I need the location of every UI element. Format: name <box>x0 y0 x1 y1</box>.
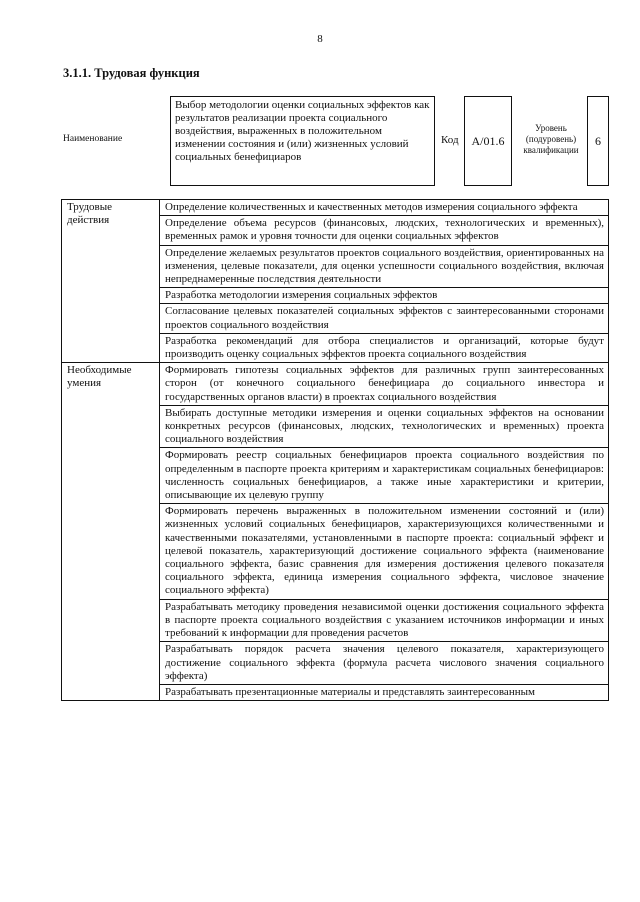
labor-action-item: Определение желаемых результатов проектов социального воздействия, ориентированных на изменения, целевые показатели, для оценки успешности социального воздействия, включая непреднамеренные последствия деятельности <box>160 245 609 288</box>
code-label: Код <box>441 134 459 146</box>
page-number: 8 <box>317 33 323 45</box>
section-title: 3.1.1. Трудовая функция <box>63 66 200 80</box>
function-code: A/01.6 <box>464 96 512 186</box>
labor-action-item: Разработка методологии измерения социальных эффектов <box>160 288 609 304</box>
table-row <box>62 200 609 216</box>
function-table <box>61 199 609 701</box>
labor-action-item: Определение количественных и качественных методов измерения социального эффекта <box>160 200 609 216</box>
table-row <box>62 363 609 406</box>
skill-item: Формировать гипотезы социальных эффектов для различных групп заинтересованных сторон (от конечного социального бенефициара до социального инвестора и государственных органов власти) в проектах социального воздействия <box>160 363 609 406</box>
skill-item: Формировать перечень выраженных в положительном изменении состояний и (или) жизненных условий социальных бенефициаров, характеризующихся количественными и качественными показателями, установленными в паспорте проекта: социальный эффект и целевой показатель, характеризующий достижение социального эффекта (наименование социального эффекта, базис сравнения для измерения достижения целевого показателя социального эффекта, единица измерения социального эффекта, числовое значение социального эффекта) <box>160 504 609 599</box>
qualification-level-label: Уровень (подуровень) квалификации <box>523 123 579 155</box>
skill-item: Разрабатывать методику проведения независимой оценки достижения социального эффекта в паспорте проекта социального воздействия с указанием источников информации и иных требований к информации для проведения расчетов <box>160 599 609 642</box>
skill-item: Разрабатывать презентационные материалы и представлять заинтересованным <box>160 684 609 700</box>
labor-action-item: Согласование целевых показателей социальных эффектов с заинтересованными сторонами проектов социального воздействия <box>160 304 609 333</box>
name-label: Наименование <box>63 134 123 144</box>
labor-action-item: Разработка рекомендаций для отбора специалистов и организаций, которые будут производить оценку социальных эффектов проекта социального воздействия <box>160 333 609 362</box>
function-title: Выбор методологии оценки социальных эффектов как результатов реализации проекта социального воздействия, выраженных в положительном изменении состояния и (или) жизненных условий социальных бенефициаров <box>170 96 435 186</box>
required-skills-label: Необходимые умения <box>62 363 160 701</box>
qualification-level: 6 <box>587 96 609 186</box>
labor-actions-label: Трудовые действия <box>62 200 160 363</box>
skill-item: Разрабатывать порядок расчета значения целевого показателя, характеризующего достижение социального эффекта (формула расчета числового значения социального эффекта) <box>160 642 609 685</box>
skill-item: Выбирать доступные методики измерения и оценки социальных эффектов на основании конкретных ресурсов (финансовых, людских, технологических и временных) проекта социального воздействия <box>160 405 609 448</box>
labor-action-item: Определение объема ресурсов (финансовых, людских, технологических и временных), временных рамок и уровня точности для оценки социальных эффектов <box>160 216 609 245</box>
skill-item: Формировать реестр социальных бенефициаров проекта социального воздействия по определенным в паспорте проекта критериям и характеристикам социальных бенефициаров: численность социальных бенефициаров, а также иные характеристики и критерии, описывающие их целевую группу <box>160 448 609 504</box>
